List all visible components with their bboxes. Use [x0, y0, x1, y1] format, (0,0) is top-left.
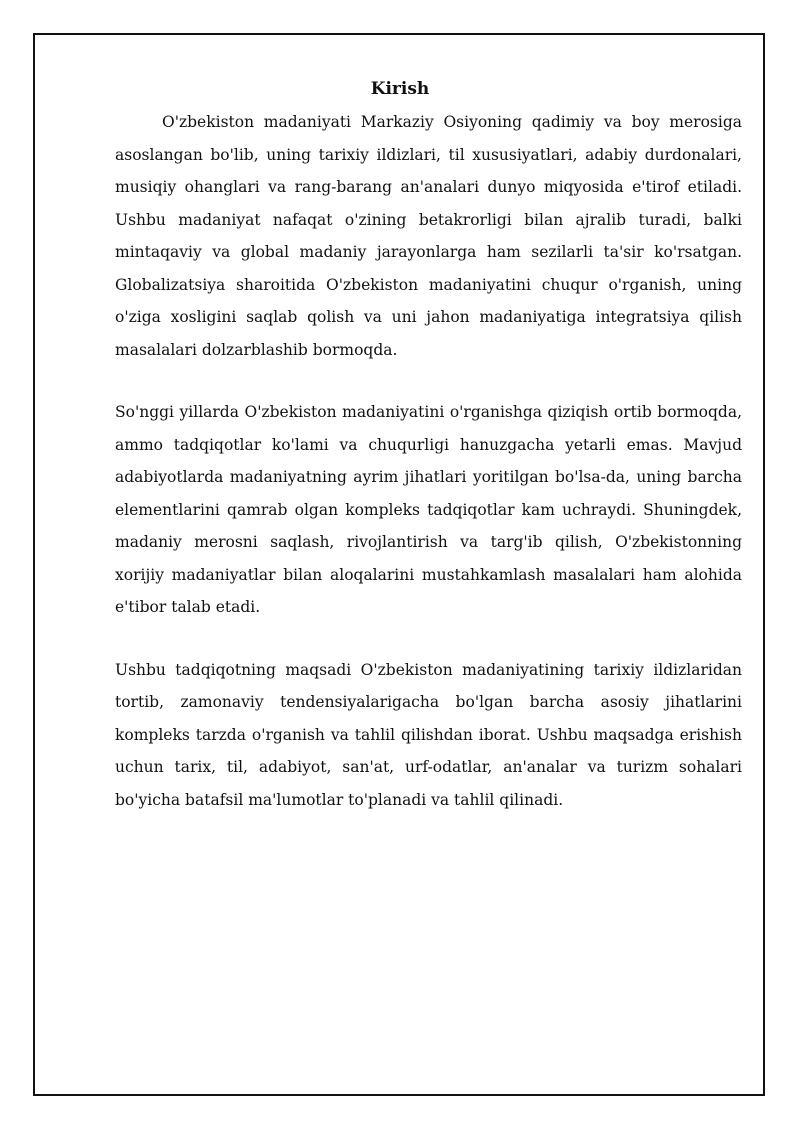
paragraph-intro: O'zbekiston madaniyati Markaziy Osiyoning qadimiy va boy merosiga asoslangan bo'lib, uning tarixiy ildizlari, til xususiyatlari, adabiy durdonalari, musiqiy ohanglari va rang-barang an'analari dunyo miqyosida e'tirof etiladi. Ushbu madaniyat nafaqat o'zining betakrorligi bilan ajralib turadi, balki mintaqaviy va global madaniy jarayonlarga ham sezilarli ta'sir ko'rsatgan. Globalizatsiya sharoitida O'zbekiston madaniyatini chuqur o'rganish, uning o'ziga xosligini saqlab qolish va uni jahon madaniyatiga integratsiya qilish masalalari dolzarblashib bormoqda.: [115, 113, 742, 359]
paragraph-research-goal: Ushbu tadqiqotning maqsadi O'zbekiston madaniyatining tarixiy ildizlaridan tortib, zamonaviy tendensiyalarigacha bo'lgan barcha asosiy jihatlarini kompleks tarzda o'rganish va tahlil qilishdan iborat. Ushbu maqsadga erishish uchun tarix, til, adabiyot, san'at, urf-odatlar, an'analar va turizm sohalari bo'yicha batafsil ma'lumotlar to'planadi va tahlil qilinadi.: [115, 660, 742, 809]
document-body: [115, 106, 742, 816]
page-title: Kirish: [370, 79, 430, 99]
paragraph-research-gap: So'nggi yillarda O'zbekiston madaniyatini o'rganishga qiziqish ortib bormoqda, ammo tadqiqotlar ko'lami va chuqurligi hanuzgacha yetarli emas. Mavjud adabiyotlarda madaniyatning ayrim jihatlari yoritilgan bo'lsa-da, uning barcha elementlarini qamrab olgan kompleks tadqiqotlar kam uchraydi. Shuningdek, madaniy merosni saqlash, rivojlantirish va targ'ib qilish, O'zbekistonning xorijiy madaniyatlar bilan aloqalarini mustahkamlash masalalari ham alohida e'tibor talab etadi.: [115, 403, 742, 616]
